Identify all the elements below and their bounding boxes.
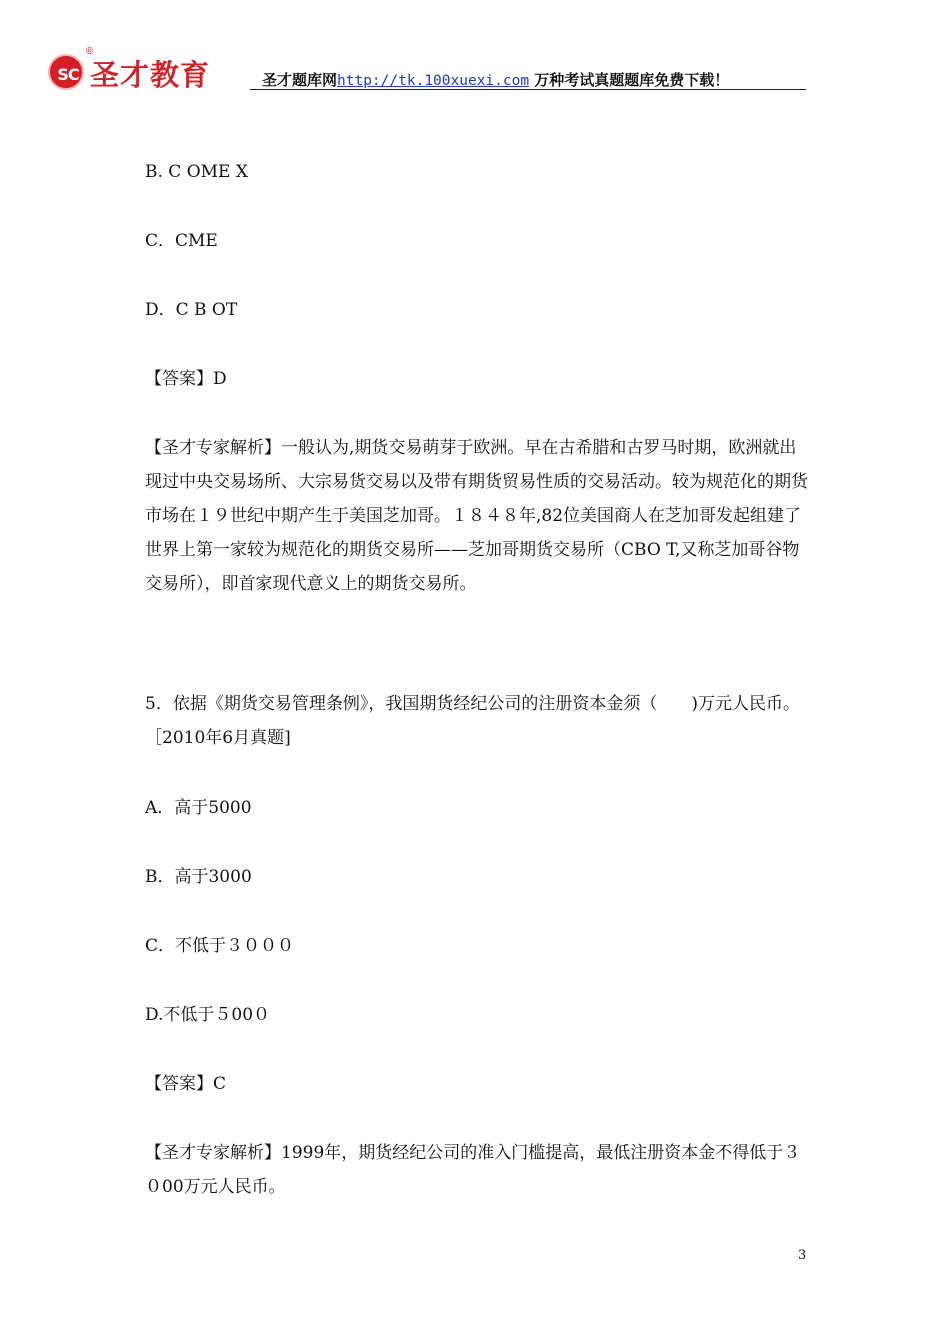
site-url-link[interactable]: http://tk.100xuexi.com	[337, 73, 530, 89]
page-number: 3	[798, 1248, 807, 1263]
header-divider	[250, 89, 806, 90]
q5-option-b: B．高于3000	[145, 867, 252, 887]
shengcai-logo	[44, 47, 244, 92]
option-b: B. C OME X	[145, 162, 248, 182]
logo-sc-text: SC	[57, 65, 79, 84]
option-d: D．C B OT	[145, 300, 238, 320]
q5-option-d: D.不低于５00０	[145, 1005, 271, 1025]
analysis-q5: 【圣才专家解析】1999年，期货经纪公司的准入门槛提高，最低注册资本金不得低于３０00万元人民币。	[145, 1143, 801, 1197]
option-c: C．CME	[145, 231, 218, 251]
page-header	[44, 47, 806, 92]
q5-option-a: A．高于5000	[145, 798, 252, 818]
logo-brand-name: 圣才教育	[90, 58, 211, 92]
q5-option-c: C．不低于３０００	[145, 936, 295, 956]
question-5: 5．依据《期货交易管理条例》，我国期货经纪公司的注册资本金须（ )万元人民币。［2010年6月真题]	[145, 694, 800, 748]
analysis-q4: 【圣才专家解析】一般认为,期货交易萌芽于欧洲。早在古希腊和古罗马时期，欧洲就出现过中央交易场所、大宗易货交易以及带有期货贸易性质的交易活动。较为规范化的期货市场在１９世纪中期产生于美国芝加哥。１８４８年,82位美国商人在芝加哥发起组建了世界上第一家较为规范化的期货交易所——芝加哥期货交易所（CBO T,又称芝加哥谷物交易所），即首家现代意义上的期货交易所。	[145, 438, 808, 594]
header-slogan: 万种考试真题题库免费下载！	[529, 71, 730, 89]
sc-circle-icon	[48, 54, 84, 90]
header-tagline	[262, 69, 729, 90]
registered-mark: ®	[85, 47, 94, 57]
site-name: 圣才题库网	[262, 71, 338, 89]
answer-q4: 【答案】D	[145, 369, 227, 389]
answer-q5: 【答案】C	[145, 1074, 227, 1094]
